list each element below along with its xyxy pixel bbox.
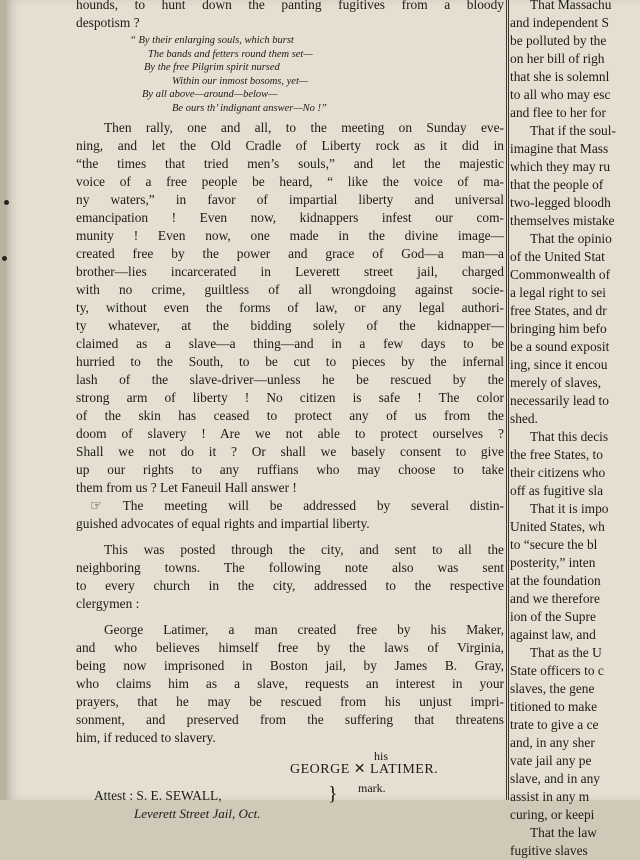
right-column-line: fugitive slaves xyxy=(510,843,588,858)
right-column-line: two-legged bloodh xyxy=(510,195,611,210)
main-article-column xyxy=(76,0,504,827)
right-column-line: on her bill of righ xyxy=(510,51,605,66)
text-line: ty, without even the forms of law, or any legal authori- xyxy=(76,300,504,315)
binding-hole xyxy=(2,256,7,261)
right-article-column xyxy=(510,0,640,860)
right-column-line: ing, since it encou xyxy=(510,357,608,372)
posted-paragraph xyxy=(76,541,504,613)
text-line: with no crime, guiltless of all wrongdoing against socie- xyxy=(76,282,504,297)
attest-line: Attest : S. E. SEWALL, xyxy=(94,788,222,803)
right-column-line: be polluted by the xyxy=(510,33,607,48)
right-column-line: and we therefore xyxy=(510,591,600,606)
right-column-line: a legal right to sei xyxy=(510,285,606,300)
right-column-line: That Massachu xyxy=(530,0,612,12)
text-line: This was posted through the city, and sent to all the xyxy=(104,542,504,557)
right-column-line: United States, wh xyxy=(510,519,605,534)
text-line: of the skin has ceased to protect any of us from the xyxy=(76,408,504,423)
right-column-line: and flee to her for xyxy=(510,105,606,120)
text-line: ty whatever, at the bidding solely of the kidnapper— xyxy=(76,318,504,333)
right-column-line: to all who may esc xyxy=(510,87,611,102)
right-column-line: That as the U xyxy=(530,645,602,660)
binding-hole xyxy=(4,200,9,205)
poem-line: The bands and fetters round them set— xyxy=(148,48,313,60)
right-column-line: posterity,” inten xyxy=(510,555,596,570)
right-column-line: free States, and dr xyxy=(510,303,607,318)
text-line: doom of slavery ! Are we not able to protect ourselves ? xyxy=(76,426,504,441)
right-column-line: shed. xyxy=(510,411,538,426)
text-line: voice of a free people be heard, “ like the voice of ma- xyxy=(76,174,504,189)
text-line: being now imprisoned in Boston jail, by James B. Gray, xyxy=(76,658,504,673)
text-line: who claims him as a slave, requests an interest in your xyxy=(76,676,504,691)
text-line: to every church in the city, addressed to the respective xyxy=(76,578,504,593)
right-column-line: State officers to c xyxy=(510,663,604,678)
text-line: munity ! Even now, one made in the divine image— xyxy=(76,228,504,243)
attest-location: Leverett Street Jail, Oct. xyxy=(134,806,261,821)
text-line: clergymen : xyxy=(76,596,140,611)
right-column-line: off as fugitive sla xyxy=(510,483,604,498)
right-column-line: bringing him befo xyxy=(510,321,607,336)
right-column-line: slave, and in any xyxy=(510,771,600,786)
right-column-line: slaves, the gene xyxy=(510,681,595,696)
right-column-line: Commonwealth of xyxy=(510,267,611,282)
text-line: “the times that tried men’s souls,” and let the majestic xyxy=(76,156,504,171)
signature-name: GEORGE ✕ LATIMER. xyxy=(290,762,439,777)
right-column-line: That the law xyxy=(530,825,597,840)
right-column-line: trate to give a ce xyxy=(510,717,599,732)
poem-line: By all above—around—below— xyxy=(142,89,278,100)
article-opening-lines xyxy=(76,0,504,32)
text-line: emancipation ! Even now, kidnappers infest our com- xyxy=(76,210,504,225)
right-column-line: assist in any m xyxy=(510,789,590,804)
poem-line: “ By their enlarging souls, which burst xyxy=(130,35,294,46)
text-line: Shall we not do it ? Or shall we basely consent to give xyxy=(76,444,504,459)
text-line: George Latimer, a man created free by his Maker, xyxy=(104,622,504,637)
text-line: strong arm of liberty ! No citizen is safe ! The color xyxy=(76,390,504,405)
poem-line: Be ours th’ indignant answer—No !” xyxy=(172,102,327,114)
text-line: neighboring towns. The following note also was sent xyxy=(76,560,504,575)
right-column-line: imagine that Mass xyxy=(510,141,609,156)
text-line: ☞ The meeting will be addressed by several distin- xyxy=(90,498,504,513)
right-column-line: be a sound exposit xyxy=(510,339,610,354)
text-line: hounds, to hunt down the panting fugitives from a bloody xyxy=(76,0,504,12)
right-column-line: vate jail any pe xyxy=(510,753,592,768)
right-column-line: That this decis xyxy=(530,429,609,444)
text-line: guished advocates of equal rights and impartial liberty. xyxy=(76,516,370,531)
right-column-line: that the people of xyxy=(510,177,604,192)
text-line: despotism ? xyxy=(76,15,140,30)
poem-stanza xyxy=(76,34,504,115)
right-column-line: and, in any sher xyxy=(510,735,595,750)
right-column-line: necessarily lead to xyxy=(510,393,609,408)
right-column-line: curing, or keepi xyxy=(510,807,595,822)
poem-line: By the free Pilgrim spirit nursed xyxy=(144,62,280,73)
meeting-notice xyxy=(76,497,504,533)
text-line: him, if reduced to slavery. xyxy=(76,730,216,745)
text-line: hurried to the South, to be cut to pieces by the infernal xyxy=(76,354,504,369)
signature-his: his xyxy=(374,749,389,763)
rally-paragraph xyxy=(76,119,504,497)
text-line: prayers, that he may be rescued from his unjust impri- xyxy=(76,694,504,709)
text-line: sonment, and preserved from the suffering that threatens xyxy=(76,712,504,727)
right-column-line: That the opinio xyxy=(530,231,612,246)
text-line: ning, and let the Old Cradle of Liberty rock as it did in xyxy=(76,138,504,153)
right-column-line: of the United Stat xyxy=(510,249,605,264)
text-line: up our rights to any ruffians who may choose to take xyxy=(76,462,504,477)
poem-line: Within our inmost bosoms, yet— xyxy=(172,75,309,87)
right-column-line: against law, and xyxy=(510,627,596,642)
newspaper-page xyxy=(6,0,640,858)
right-column-line: titioned to make xyxy=(510,699,598,714)
text-line: lash of the slave-driver—unless he be rescued by the xyxy=(76,372,504,387)
latimer-note xyxy=(76,621,504,747)
right-column-line: at the foundation xyxy=(510,573,601,588)
text-line: brother—lies incarcerated in Leverett street jail, charged xyxy=(76,264,504,279)
text-line: Then rally, one and all, to the meeting on Sunday eve- xyxy=(104,120,504,135)
text-line: them from us ? Let Faneuil Hall answer ! xyxy=(76,480,297,495)
text-line: created free by the power and grace of God—a man—a xyxy=(76,246,504,261)
signature-mark: mark. xyxy=(358,781,386,795)
right-column-line: to “secure the bl xyxy=(510,537,598,552)
right-column-line: that she is solemnl xyxy=(510,69,610,84)
right-column-line: the free States, to xyxy=(510,447,603,462)
right-column-line: which they may ru xyxy=(510,159,611,174)
right-column-line: their citizens who xyxy=(510,465,606,480)
right-column-line: themselves mistake xyxy=(510,213,615,228)
right-column-line: and independent S xyxy=(510,15,609,30)
right-column-line: merely of slaves, xyxy=(510,375,602,390)
text-line: claimed as a slave—a thing—and in a few days to be xyxy=(76,336,504,351)
attest-brace: } xyxy=(328,783,338,805)
column-rule xyxy=(506,0,509,800)
signature-block xyxy=(76,747,504,795)
attestation xyxy=(76,783,504,827)
right-column-line: That if the soul- xyxy=(530,123,616,138)
text-line: and who believes himself free by the laws of Virginia, xyxy=(76,640,504,655)
right-column-line: That it is impo xyxy=(530,501,609,516)
text-line: ny waters,” in favor of impartial liberty and universal xyxy=(76,192,504,207)
right-column-line: ion of the Supre xyxy=(510,609,596,624)
